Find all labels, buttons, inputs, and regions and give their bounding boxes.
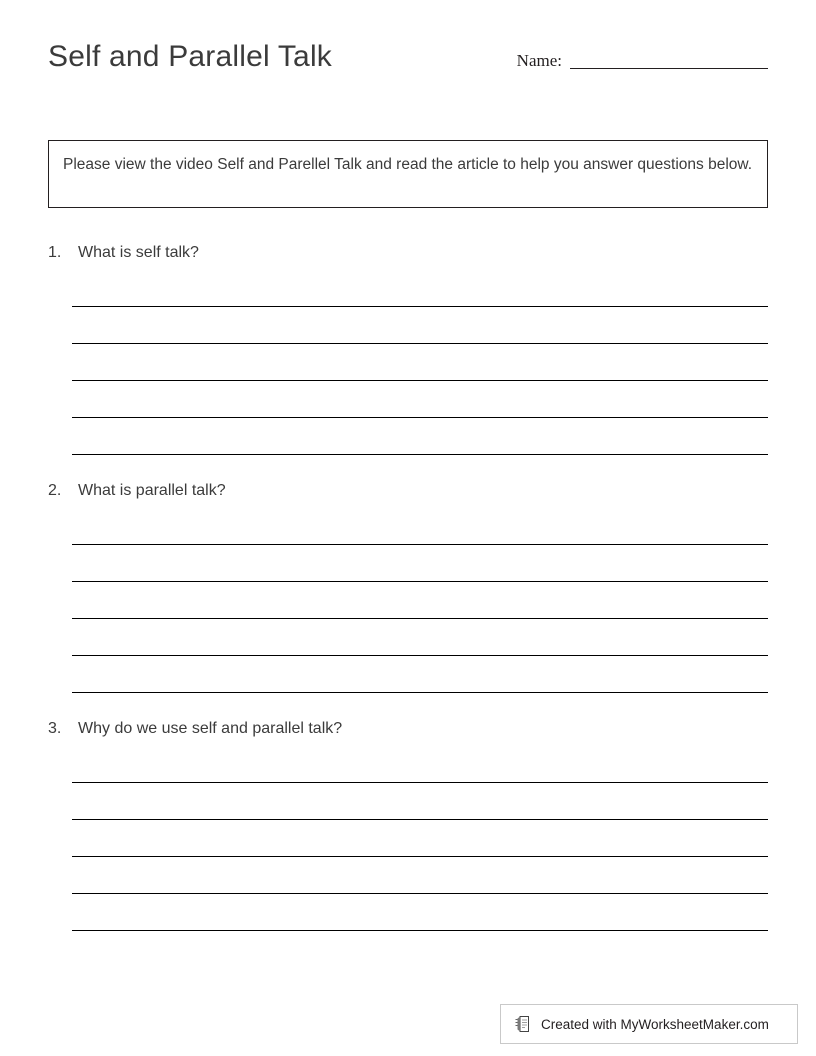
question-block-3 bbox=[48, 720, 768, 931]
worksheet-maker-icon bbox=[515, 1015, 533, 1033]
answer-line[interactable] bbox=[72, 894, 768, 931]
answer-line[interactable] bbox=[72, 545, 768, 582]
page-title: Self and Parallel Talk bbox=[48, 40, 333, 73]
name-label: Name: bbox=[516, 51, 562, 70]
answer-line[interactable] bbox=[72, 307, 768, 344]
footer-attribution-badge[interactable] bbox=[500, 1004, 798, 1044]
question-text: Why do we use self and parallel talk? bbox=[78, 720, 343, 737]
name-input-line[interactable] bbox=[570, 52, 768, 69]
question-row bbox=[48, 482, 768, 500]
question-block-2 bbox=[48, 482, 768, 693]
answer-line[interactable] bbox=[72, 820, 768, 857]
answer-line[interactable] bbox=[72, 286, 768, 307]
answer-line[interactable] bbox=[72, 524, 768, 545]
answer-line[interactable] bbox=[72, 783, 768, 820]
answer-lines-1 bbox=[72, 286, 768, 455]
answer-line[interactable] bbox=[72, 344, 768, 381]
question-number: 1. bbox=[48, 244, 62, 261]
answer-line[interactable] bbox=[72, 582, 768, 619]
question-number: 3. bbox=[48, 720, 62, 737]
name-field-group bbox=[517, 52, 768, 69]
worksheet-header bbox=[48, 40, 768, 100]
answer-lines-3 bbox=[72, 762, 768, 931]
question-text: What is self talk? bbox=[78, 244, 199, 261]
answer-line[interactable] bbox=[72, 857, 768, 894]
question-block-1 bbox=[48, 244, 768, 455]
answer-line[interactable] bbox=[72, 418, 768, 455]
question-row bbox=[48, 244, 768, 262]
answer-line[interactable] bbox=[72, 381, 768, 418]
answer-line[interactable] bbox=[72, 762, 768, 783]
answer-lines-2 bbox=[72, 524, 768, 693]
answer-line[interactable] bbox=[72, 619, 768, 656]
footer-attribution-text: Created with MyWorksheetMaker.com bbox=[541, 1016, 769, 1032]
instruction-text: Please view the video Self and Parellel Talk and read the article to help you answer questions below. bbox=[63, 156, 753, 173]
instruction-box bbox=[48, 140, 768, 208]
question-text: What is parallel talk? bbox=[78, 482, 226, 499]
question-row bbox=[48, 720, 768, 738]
answer-line[interactable] bbox=[72, 656, 768, 693]
question-number: 2. bbox=[48, 482, 62, 499]
